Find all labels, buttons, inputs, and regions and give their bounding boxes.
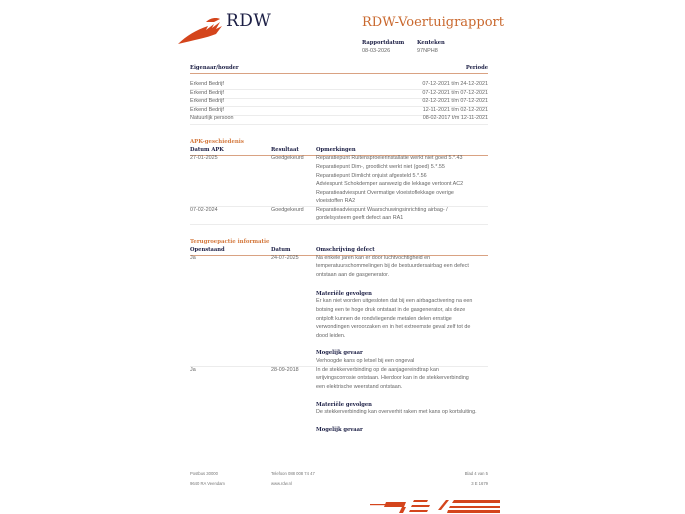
apk-date-cell: 27-01-2025 — [190, 155, 218, 161]
recall-desc-line: temperatuurschommelingen bij de bestuurdersairbag een defect — [316, 263, 469, 269]
danger-label: Mogelijk gevaar — [316, 427, 363, 433]
apk-remark-line: Reparatiepunt Ruitensproeierinstallatie werkt niet goed 5.*.43 — [316, 155, 463, 161]
recall-section-title: Terugroepactie informatie — [190, 239, 270, 245]
recall-open-cell: Ja — [190, 367, 196, 373]
recall-date-column-header: Datum — [271, 247, 291, 253]
owner-cell: Erkend Bedrijf — [190, 98, 224, 104]
apk-remark-line: Reparatieadviespunt Waarschuwingsinrichting airbag- / — [316, 207, 448, 213]
rapportdatum-label: Rapportdatum — [362, 40, 405, 46]
owner-cell: Erkend Bedrijf — [190, 107, 224, 113]
recall-desc-line: In de stekkerverbinding op de aanjagereindtrap kan — [316, 367, 439, 373]
rapportdatum-value: 08-03-2026 — [362, 48, 391, 54]
apk-result-column-header: Resultaat — [271, 147, 299, 153]
period-column-header: Periode — [465, 65, 488, 71]
owner-cell: Natuurlijk persoon — [190, 115, 234, 121]
consequences-line: botsing een te hoge druk ontstaat in de gasgenerator, als deze — [316, 307, 466, 313]
apk-remark-line: vloeistoffen RA2 — [316, 198, 356, 204]
recall-desc-column-header: Omschrijving defect — [316, 247, 375, 253]
recall-date-cell: 24-07-2025 — [271, 255, 299, 261]
recall-desc-line: wrijvingscorrosie ontstaan. Hierdoor kan in de stekkerverbinding — [316, 375, 469, 381]
recall-date-cell: 28-09-2018 — [271, 367, 299, 373]
footer-website[interactable]: www.rdw.nl — [271, 481, 292, 486]
kenteken-label: Kenteken — [417, 40, 445, 46]
consequences-line: ontploft kunnen de rondvliegende metalen delen ernstige — [316, 316, 452, 322]
apk-remark-line: gordelsysteem geeft defect aan RA1 — [316, 215, 404, 221]
recall-desc-line: Na enkele jaren kan er door luchtvochtigheid en — [316, 255, 431, 261]
apk-result-cell: Goedgekeurd — [271, 207, 304, 213]
footer-page-number: Blad 4 van 5 — [464, 471, 488, 476]
footer-phone: Telefoon 088 008 74 47 — [271, 471, 315, 476]
consequences-line: dood leiden. — [316, 333, 346, 339]
brand-name: RDW — [226, 11, 272, 31]
danger-label: Mogelijk gevaar — [316, 350, 363, 356]
header-rule — [190, 73, 488, 74]
report-title: RDW-Voertuigrapport — [362, 15, 504, 30]
period-cell: 07-12-2021 t/m 07-12-2021 — [422, 90, 488, 96]
recall-desc-line: een elektrische weerstand ontstaan. — [316, 384, 403, 390]
footer-postbus: Postbus 30000 — [190, 471, 218, 476]
row-divider — [190, 124, 488, 125]
danger-text: Verhoogde kans op letsel bij een ongeval — [316, 358, 415, 364]
period-cell: 07-12-2021 t/m 24-12-2021 — [422, 81, 488, 87]
apk-date-cell: 07-02-2024 — [190, 207, 218, 213]
period-cell: 02-12-2021 t/m 07-12-2021 — [422, 98, 488, 104]
recall-open-cell: Ja — [190, 255, 196, 261]
apk-result-cell: Goedgekeurd — [271, 155, 304, 161]
row-divider — [190, 224, 488, 225]
apk-section-title: APK-geschiedenis — [190, 139, 244, 145]
consequences-line: Er kan niet worden uitgesloten dat bij een airbagactivering na een — [316, 298, 473, 304]
recall-open-column-header: Openstaand — [190, 247, 225, 253]
apk-remark-line: Reparatiepunt Dimlicht onjuist afgesteld 5.*.56 — [316, 173, 427, 179]
owner-cell: Erkend Bedrijf — [190, 90, 224, 96]
consequences-label: Materiële gevolgen — [316, 402, 372, 408]
rdw-stripes-logo-icon — [370, 496, 500, 514]
period-cell: 12-11-2021 t/m 02-12-2021 — [422, 107, 488, 113]
consequences-label: Materiële gevolgen — [316, 291, 372, 297]
apk-remarks-column-header: Opmerkingen — [316, 147, 356, 153]
consequences-line: De stekkerverbinding kan oververhit raken met kans op kortsluiting. — [316, 409, 477, 415]
footer-code: 3 E 1679 — [471, 481, 488, 486]
consequences-line: verwondingen veroorzaken en in het extreemste geval zelf tot de — [316, 324, 471, 330]
apk-remark-line: Reparatieadviespunt Overmatige vloeistoflekkage overige — [316, 190, 454, 196]
apk-remark-line: Reparatiepunt Dim-, grootlicht werkt niet (goed) 5.*.55 — [316, 164, 445, 170]
recall-desc-line: ontstaan aan de gasgenerator. — [316, 272, 390, 278]
apk-remark-line: Adviespunt Schokdemper aanwezig die lekkage vertoont AC2 — [316, 181, 464, 187]
owner-column-header: Eigenaar/houder — [190, 65, 239, 71]
apk-date-column-header: Datum APK — [190, 147, 224, 153]
kenteken-value: 97NPH8 — [417, 48, 438, 54]
footer-address: 9640 RA Veendam — [190, 481, 225, 486]
rdw-eagle-logo-icon — [176, 16, 226, 46]
owner-cell: Erkend Bedrijf — [190, 81, 224, 87]
period-cell: 08-02-2017 t/m 12-11-2021 — [422, 115, 488, 121]
